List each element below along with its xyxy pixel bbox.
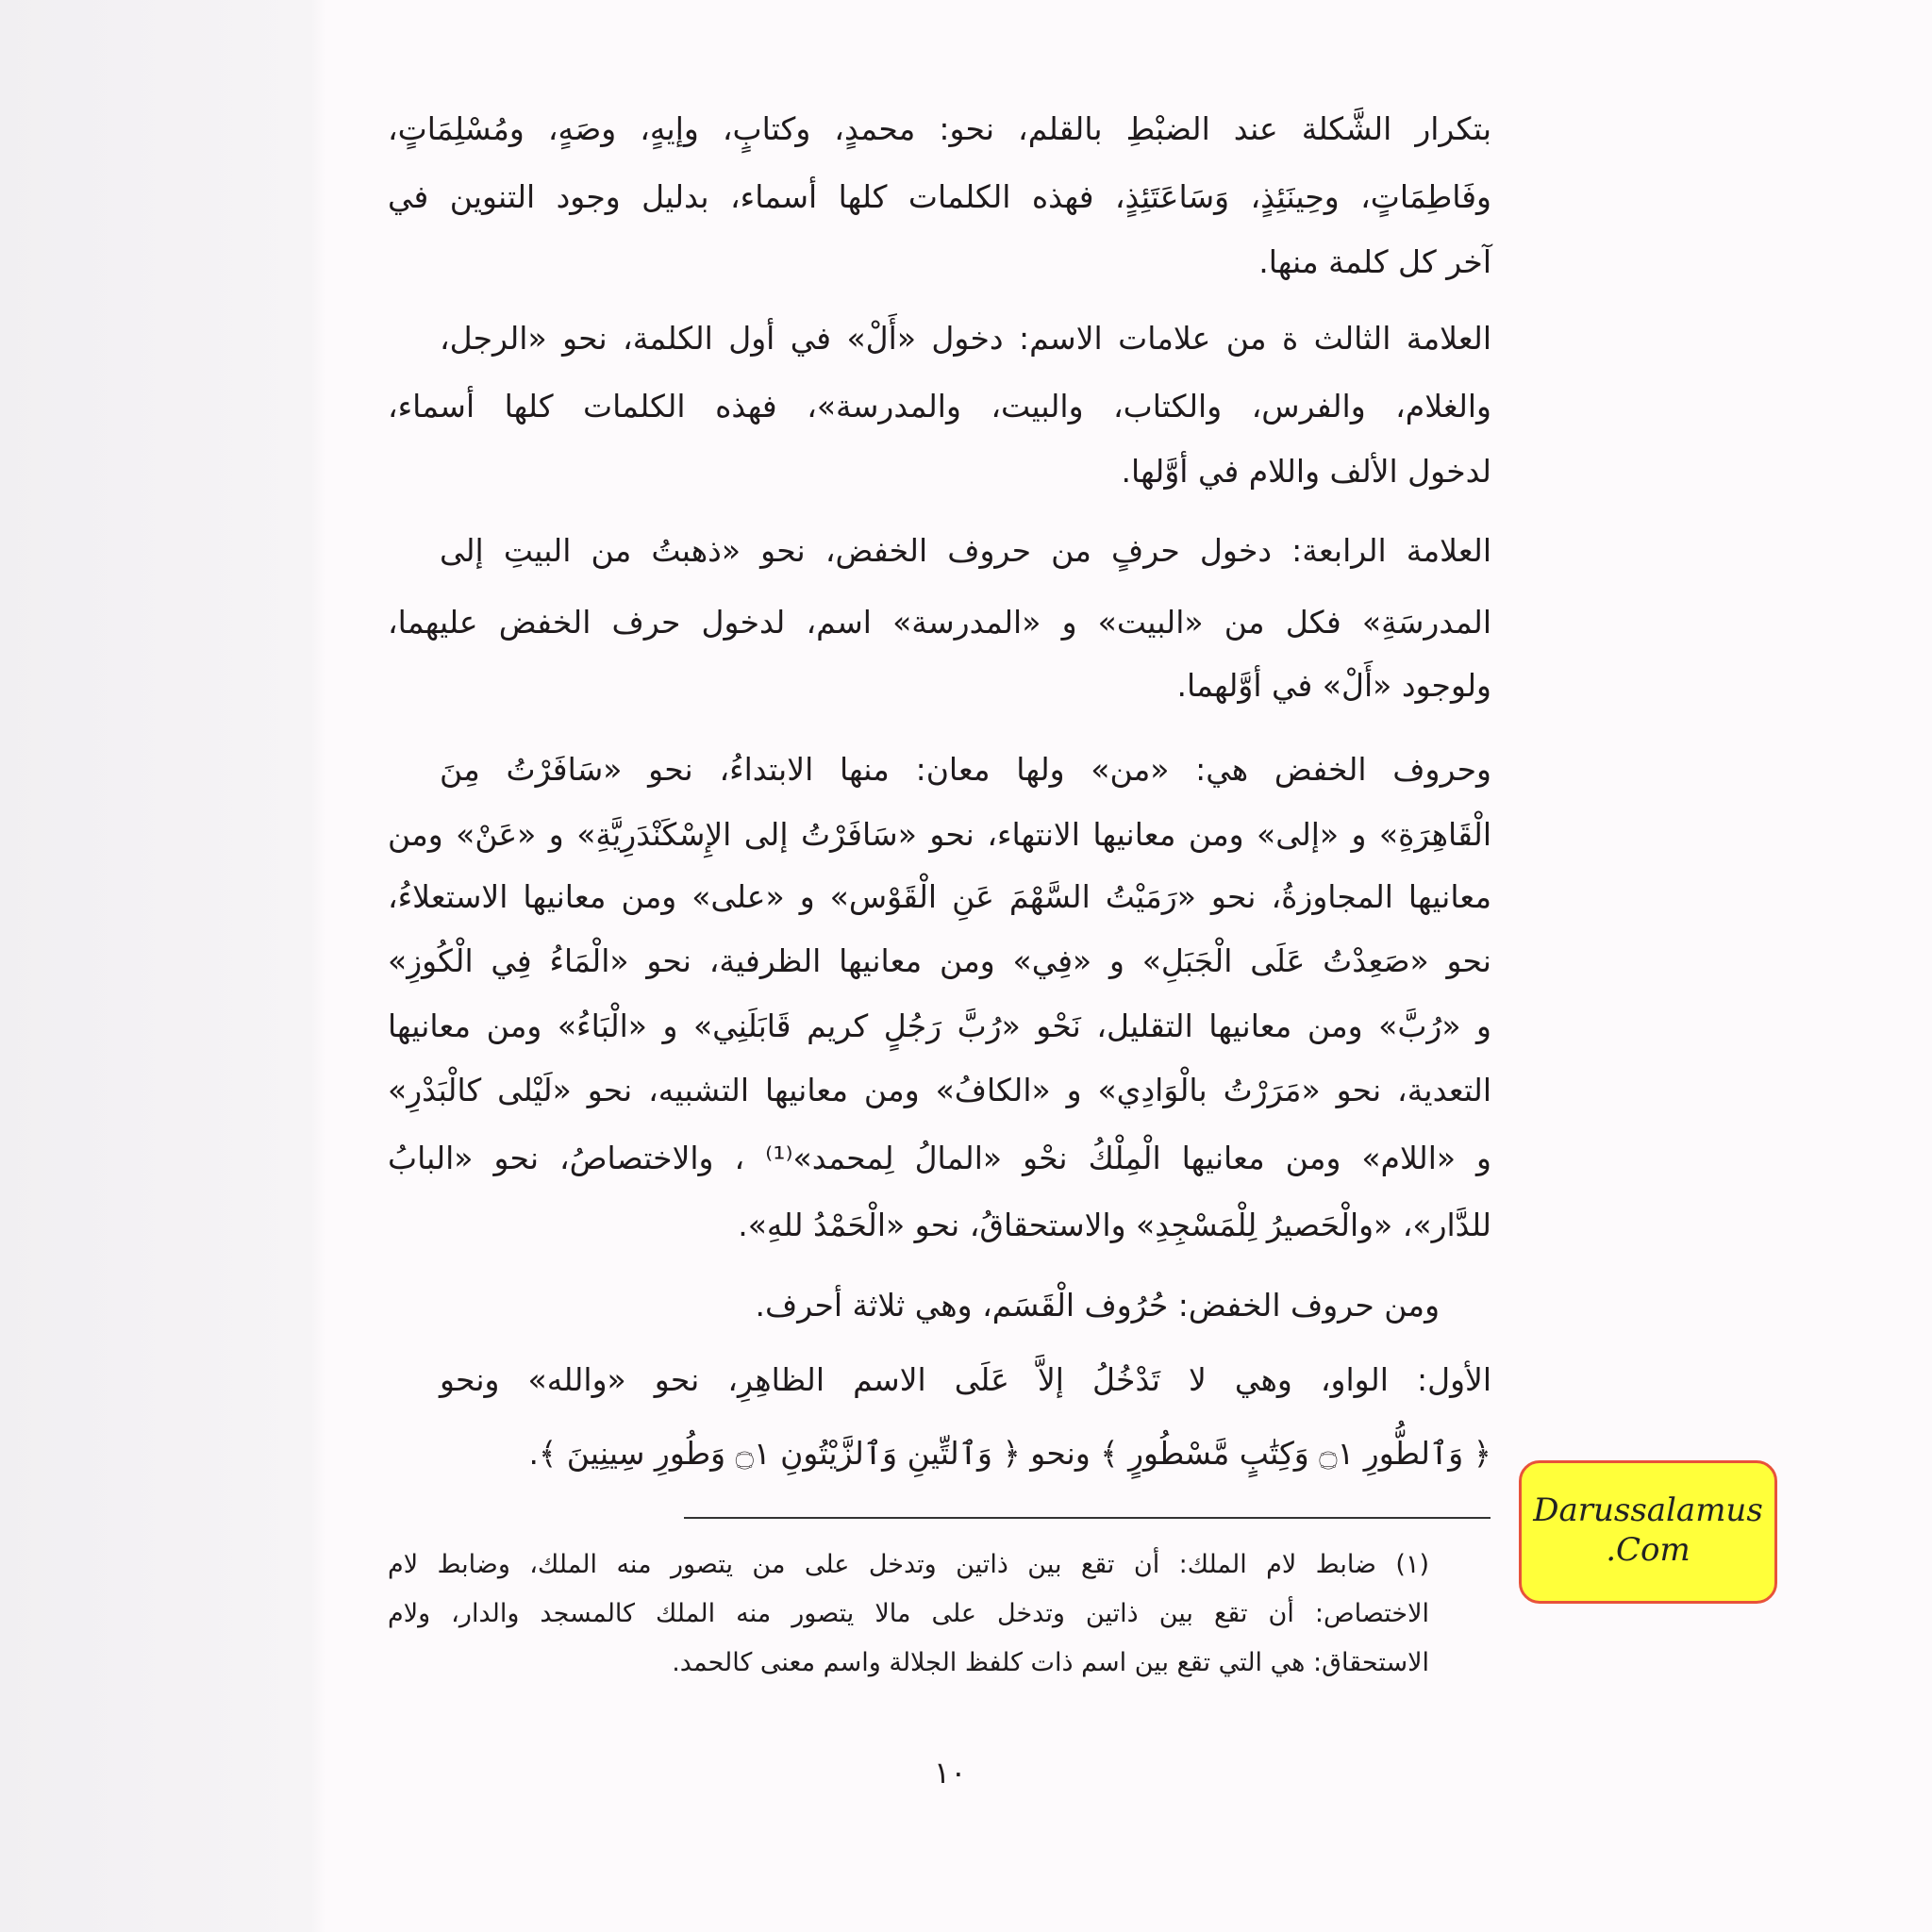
paragraph-first-line: العلامة الرابعة: دخول حرفٍ من حروف الخفض، نحو «ذهبتُ من البيتِ إلى: [440, 532, 1491, 569]
text-line: [388, 1357, 1491, 1404]
text-line: [388, 527, 1491, 575]
text-line: آخر كل كلمة منها.: [1258, 243, 1491, 280]
footnote-line: (١) ضابط لام الملك: أن تقع بين ذاتين وتدخل على من يتصور منه الملك، وضابط لام: [388, 1550, 1429, 1579]
paragraph-first-line: وحروف الخفض هي: «من» ولها معان: منها الابتداءُ، نحو «سَافَرْتُ مِنَ: [440, 751, 1491, 788]
text-line: لدخول الألف واللام في أوَّلها.: [1121, 453, 1491, 490]
text-line: [388, 1282, 1491, 1329]
text-line: الْقَاهِرَةِ» و «إلى» ومن معانيها الانتهاء، نحو «سَافَرْتُ إلى الإِسْكَنْدَرِيَّةِ» و «عَنْ» ومن: [388, 816, 1491, 853]
paragraph-first-line: الأول: الواو، وهي لا تَدْخُلُ إلاَّ عَلَى الاسم الظاهِرِ، نحو «والله» ونحو: [440, 1361, 1491, 1398]
text-line: معانيها المجاوزةُ، نحو «رَمَيْتُ السَّهْمَ عَنِ الْقَوْس» و «على» ومن معانيها الاستعلاءُ،: [388, 878, 1491, 915]
text-line: والغلام، والفرس، والكتاب، والبيت، والمدرسة»، فهذه الكلمات كلها أسماء،: [388, 388, 1491, 425]
page-number: ١٠: [934, 1755, 967, 1790]
text-line: للدَّار»، «والْحَصيرُ لِلْمَسْجِدِ» والاستحقاقُ، نحو «الْحَمْدُ للهِ».: [738, 1207, 1491, 1243]
text-line: [388, 746, 1491, 793]
text-line: [388, 315, 1491, 362]
quran-verse-line: ﴿ وَٱلطُّورِ ۝١ وَكِتَٰبٍ مَّسْطُورٍ ﴾ ونحو ﴿ وَٱلتِّينِ وَٱلزَّيْتُونِ ۝١ وَطُورِ سِينِينَ ﴾.: [528, 1435, 1491, 1472]
footnote-line: الاستحقاق: هي التي تقع بين اسم ذات كلفظ الجلالة واسم معنى كالحمد.: [672, 1648, 1429, 1677]
text-line: و «رُبَّ» ومن معانيها التقليل، نَحْو «رُبَّ رَجُلٍ كريم قَابَلَنِي» و «الْبَاءُ» ومن معانيها: [388, 1008, 1491, 1044]
watermark-line2: .Com: [1606, 1531, 1690, 1569]
footnote-line: الاختصاص: أن تقع بين ذاتين وتدخل على مالا يتصور منه الملك كالمسجد والدار، ولام: [388, 1599, 1429, 1628]
watermark-line1: Darussalamus: [1533, 1491, 1763, 1529]
text-line: المدرسَةِ» فكل من «البيت» و «المدرسة» اسم، لدخول حرف الخفض عليهما،: [388, 604, 1491, 641]
paragraph-first-line: العلامة الثالث ة من علامات الاسم: دخول «أَلْ» في أول الكلمة، نحو «الرجل،: [440, 320, 1491, 357]
text-line: ولوجود «أَلْ» في أوَّلهما.: [1176, 667, 1491, 704]
text-line: بتكرار الشَّكلة عند الضبْطِ بالقلم، نحو: محمدٍ، وكتابٍ، وإيهٍ، وصَهٍ، ومُسْلِمَاتٍ،: [388, 110, 1491, 147]
text-line: و «اللام» ومن معانيها الْمِلْكُ نحْو «المالُ لِمحمد»⁽¹⁾ ، والاختصاصُ، نحو «البابُ: [388, 1140, 1491, 1176]
text-line: التعدية، نحو «مَرَرْتُ بالْوَادِي» و «الكافُ» ومن معانيها التشبيه، نحو «لَيْلى كالْبَدْرِ»: [388, 1072, 1491, 1108]
footnote-divider: [684, 1517, 1491, 1519]
watermark-badge: [1519, 1460, 1777, 1604]
text-line: وفَاطِمَاتٍ، وحِينَئِذٍ، وَسَاعَتَئِذٍ، فهذه الكلمات كلها أسماء، بدليل وجود التنوين في: [388, 178, 1491, 215]
paragraph-first-line: ومن حروف الخفض: حُرُوف الْقَسَم، وهي ثلاثة أحرف.: [755, 1287, 1440, 1324]
text-line: نحو «صَعِدْتُ عَلَى الْجَبَلِ» و «فِي» ومن معانيها الظرفية، نحو «الْمَاءُ فِي الْكُوزِ»: [388, 942, 1491, 979]
